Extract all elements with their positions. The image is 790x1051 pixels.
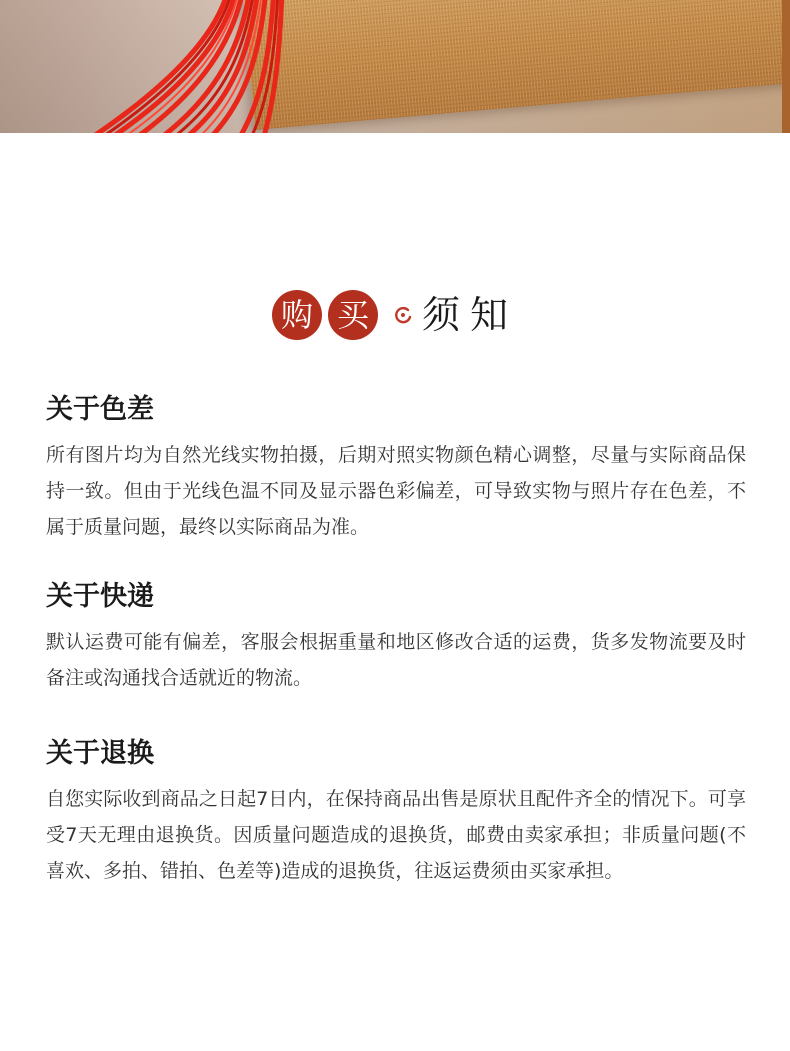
swirl-icon [392,304,414,326]
section-returns [46,737,746,889]
heading-seal-2: 买 [328,290,378,340]
brocade-fabric [242,0,790,130]
section-body: 默认运费可能有偏差，客服会根据重量和地区修改合适的运费，货多发物流要及时备注或沟通找合适就近的物流。 [46,631,746,689]
heading-seal-1: 购 [272,290,322,340]
section-color-difference [46,393,746,545]
section-title: 关于色差 [46,394,154,425]
section-body: 所有图片均为自然光线实物拍摄，后期对照实物颜色精心调整，尽量与实际商品保持一致。但由于光线色温不同及显示器色彩偏差，可导致实物与照片存在色差，不属于质量问题，最终以实际商品为准。 [46,444,746,538]
section-body: 自您实际收到商品之日起7日内，在保持商品出售是原状且配件齐全的情况下。可享受7天无理由退换货。因质量问题造成的退换货，邮费由卖家承担；非质量问题(不喜欢、多拍、错拍、色差等)造成的退换货，往返运费须由买家承担。 [46,788,746,882]
fabric-edge [782,0,790,133]
section-delivery [46,580,746,696]
product-photo [0,0,790,133]
red-tassel [78,0,298,133]
section-title: 关于退换 [46,738,154,769]
section-title: 关于快递 [46,581,154,612]
heading-plain-text: 须知 [421,293,518,337]
notice-heading [0,287,790,343]
